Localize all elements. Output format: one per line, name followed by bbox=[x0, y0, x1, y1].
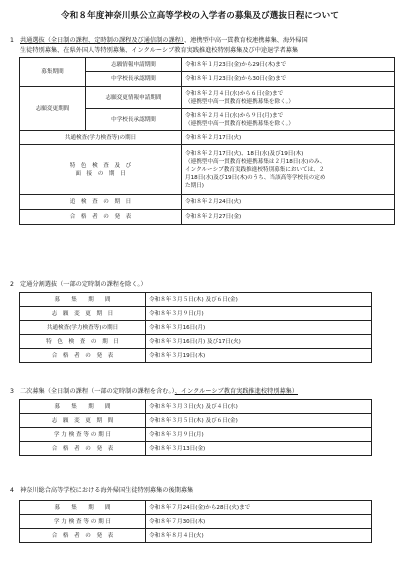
row-label: 共通検査(学力検査等)の期日 bbox=[20, 321, 146, 335]
shigan-info-value: 令和８年１月23日(金)から29日(木)まで bbox=[182, 58, 395, 72]
row-value: 令和８年３月13日(金) bbox=[146, 442, 372, 456]
page-title: 令和８年度神奈川県公立高等学校の入学者の募集及び選抜日程について bbox=[60, 11, 340, 21]
row-label: 合 格 者 の 発 表 bbox=[20, 529, 146, 543]
row-value: 令和８年３月16日(月) bbox=[146, 321, 372, 335]
henko-info-value-line1: 令和８年２月４日(水)から６日(金)まで bbox=[185, 90, 284, 97]
table-row bbox=[20, 515, 372, 529]
section-1-table bbox=[19, 57, 395, 225]
section-1-number: 1 bbox=[10, 37, 14, 44]
gokaku-value: 令和８年２月27日(金) bbox=[182, 210, 395, 225]
table-row bbox=[20, 335, 372, 349]
kyotsu-value: 令和８年２月17日(火) bbox=[182, 131, 395, 145]
row-label: 学 力 検 査 等 の 期 日 bbox=[20, 515, 146, 529]
tokushoku-value-line4: 月18日(水)及び19日(木)のうち、当該高等学校長の定め bbox=[185, 174, 326, 181]
row-label: 志 願 変 更 期 日 bbox=[20, 307, 146, 321]
section-3-table bbox=[19, 399, 372, 456]
henko-label: 志願変更期間 bbox=[20, 87, 86, 131]
row-value: 令和８年３月９日(月) bbox=[146, 428, 372, 442]
chugaku-approval-2-line2: （連携型中高一貫教育校連携募集を除く。） bbox=[185, 120, 294, 127]
table-row bbox=[20, 442, 372, 456]
row-value: 令和８年３月19日(木) bbox=[146, 349, 372, 363]
table-row bbox=[20, 87, 395, 109]
table-row bbox=[20, 131, 395, 145]
section-2-table bbox=[19, 292, 372, 363]
table-row bbox=[20, 349, 372, 363]
row-value: 令和８年３月３日(火) 及び４日(水) bbox=[146, 400, 372, 414]
section-1-heading-underlined: 共通選抜（全日制の課程、定時制の課程及び通信制の課程） bbox=[20, 37, 184, 44]
row-label: 募 集 期 間 bbox=[20, 501, 146, 515]
section-3-heading-underlined: 、インクルーシブ教育実践推進校特別募集） bbox=[174, 388, 299, 395]
table-row bbox=[20, 210, 395, 225]
tsuika-value: 令和８年２月24日(火) bbox=[182, 195, 395, 210]
section-2-heading-text: 定通分割選抜（一部の定時制の課程を除く。） bbox=[20, 281, 147, 288]
section-3-heading bbox=[10, 387, 298, 396]
section-4-number: 4 bbox=[10, 487, 14, 494]
section-4-heading-text: 神奈川総合高等学校における海外帰国生徒特別募集の後期募集 bbox=[20, 487, 194, 494]
row-label: 募 集 期 間 bbox=[20, 400, 146, 414]
row-label: 合 格 者 の 発 表 bbox=[20, 442, 146, 456]
row-value: 令和８年７月30日(木) bbox=[146, 515, 372, 529]
chugaku-approval-2-label: 中学校長承認期間 bbox=[86, 109, 182, 131]
chugaku-approval-label: 中学校長承認期間 bbox=[86, 72, 182, 87]
table-row bbox=[20, 400, 372, 414]
tokushoku-value-line1: 令和８年２月17日(火)、18日(水)及び19日(木) bbox=[185, 150, 304, 157]
section-4-heading bbox=[10, 486, 193, 495]
row-value: 令和８年３月５日(木) 及び６日(金) bbox=[146, 414, 372, 428]
table-row bbox=[20, 414, 372, 428]
row-label: 学 力 検 査 等 の 期 日 bbox=[20, 428, 146, 442]
henko-info-label: 志願変更情報申請期間 bbox=[86, 87, 182, 109]
henko-info-value-line2: （連携型中高一貫教育校連携募集を除く。） bbox=[185, 98, 294, 105]
table-row bbox=[20, 501, 372, 515]
table-row bbox=[20, 428, 372, 442]
tsuika-label: 追 検 査 の 期 日 bbox=[20, 195, 182, 210]
table-row bbox=[20, 195, 395, 210]
tokushoku-label-line1: 特 色 検 査 及 び bbox=[69, 162, 132, 169]
tokushoku-value bbox=[182, 145, 395, 195]
boshu-label: 募集期間 bbox=[20, 58, 86, 87]
section-2-number: 2 bbox=[10, 281, 14, 288]
section-1-heading bbox=[10, 36, 308, 45]
shigan-info-label: 志願情報申請期間 bbox=[86, 58, 182, 72]
kyotsu-label: 共通検査(学力検査等)の期日 bbox=[20, 131, 182, 145]
tokushoku-value-line5: た期日) bbox=[185, 182, 204, 189]
tokushoku-label-line2: 面 接 の 期 日 bbox=[75, 170, 126, 177]
tokushoku-value-line2: （連携型中高一貫教育校連携募集は２月18日(水)のみ、 bbox=[185, 158, 326, 165]
section-3-number: 3 bbox=[10, 388, 14, 395]
row-label: 志 願 変 更 期 間 bbox=[20, 414, 146, 428]
table-row bbox=[20, 293, 372, 307]
chugaku-approval-value: 令和８年１月23日(金)から30日(金)まで bbox=[182, 72, 395, 87]
row-label: 合 格 者 の 発 表 bbox=[20, 349, 146, 363]
row-value: 令和８年３月５日(木) 及び６日(金) bbox=[146, 293, 372, 307]
section-1-heading-rest: 、連携型中高一貫教育校連携募集、海外帰国 bbox=[183, 37, 308, 44]
section-4-table bbox=[19, 500, 372, 543]
chugaku-approval-2-value bbox=[182, 109, 395, 131]
section-3-heading-text: 二次募集（全日制の課程（一部の定時制の課程を含む。） bbox=[20, 388, 175, 395]
table-row bbox=[20, 58, 395, 72]
row-label: 特 色 検 査 の 期 日 bbox=[20, 335, 146, 349]
tokushoku-value-line3: インクルーシブ教育実践推進校特別募集においては、２ bbox=[185, 166, 325, 173]
gokaku-label: 合 格 者 の 発 表 bbox=[20, 210, 182, 225]
row-value: 令和８年８月４日(火) bbox=[146, 529, 372, 543]
chugaku-approval-2-line1: 令和８年２月４日(水)から９日(月)まで bbox=[185, 112, 284, 119]
table-row bbox=[20, 529, 372, 543]
tokushoku-label bbox=[20, 145, 182, 195]
row-value: 令和８年７月24日(金)から28日(火)まで bbox=[146, 501, 372, 515]
row-value: 令和８年３月16日(月) 及び17日(火) bbox=[146, 335, 372, 349]
section-1-heading-line2: 生徒特別募集、在県外国人等特別募集、インクルーシブ教育実践推進校特別募集及び中途退学者募集 bbox=[20, 47, 299, 54]
row-label: 募 集 期 間 bbox=[20, 293, 146, 307]
table-row bbox=[20, 145, 395, 195]
section-2-heading bbox=[10, 280, 147, 289]
henko-info-value bbox=[182, 87, 395, 109]
row-value: 令和８年３月９日(月) bbox=[146, 307, 372, 321]
table-row bbox=[20, 307, 372, 321]
table-row bbox=[20, 321, 372, 335]
